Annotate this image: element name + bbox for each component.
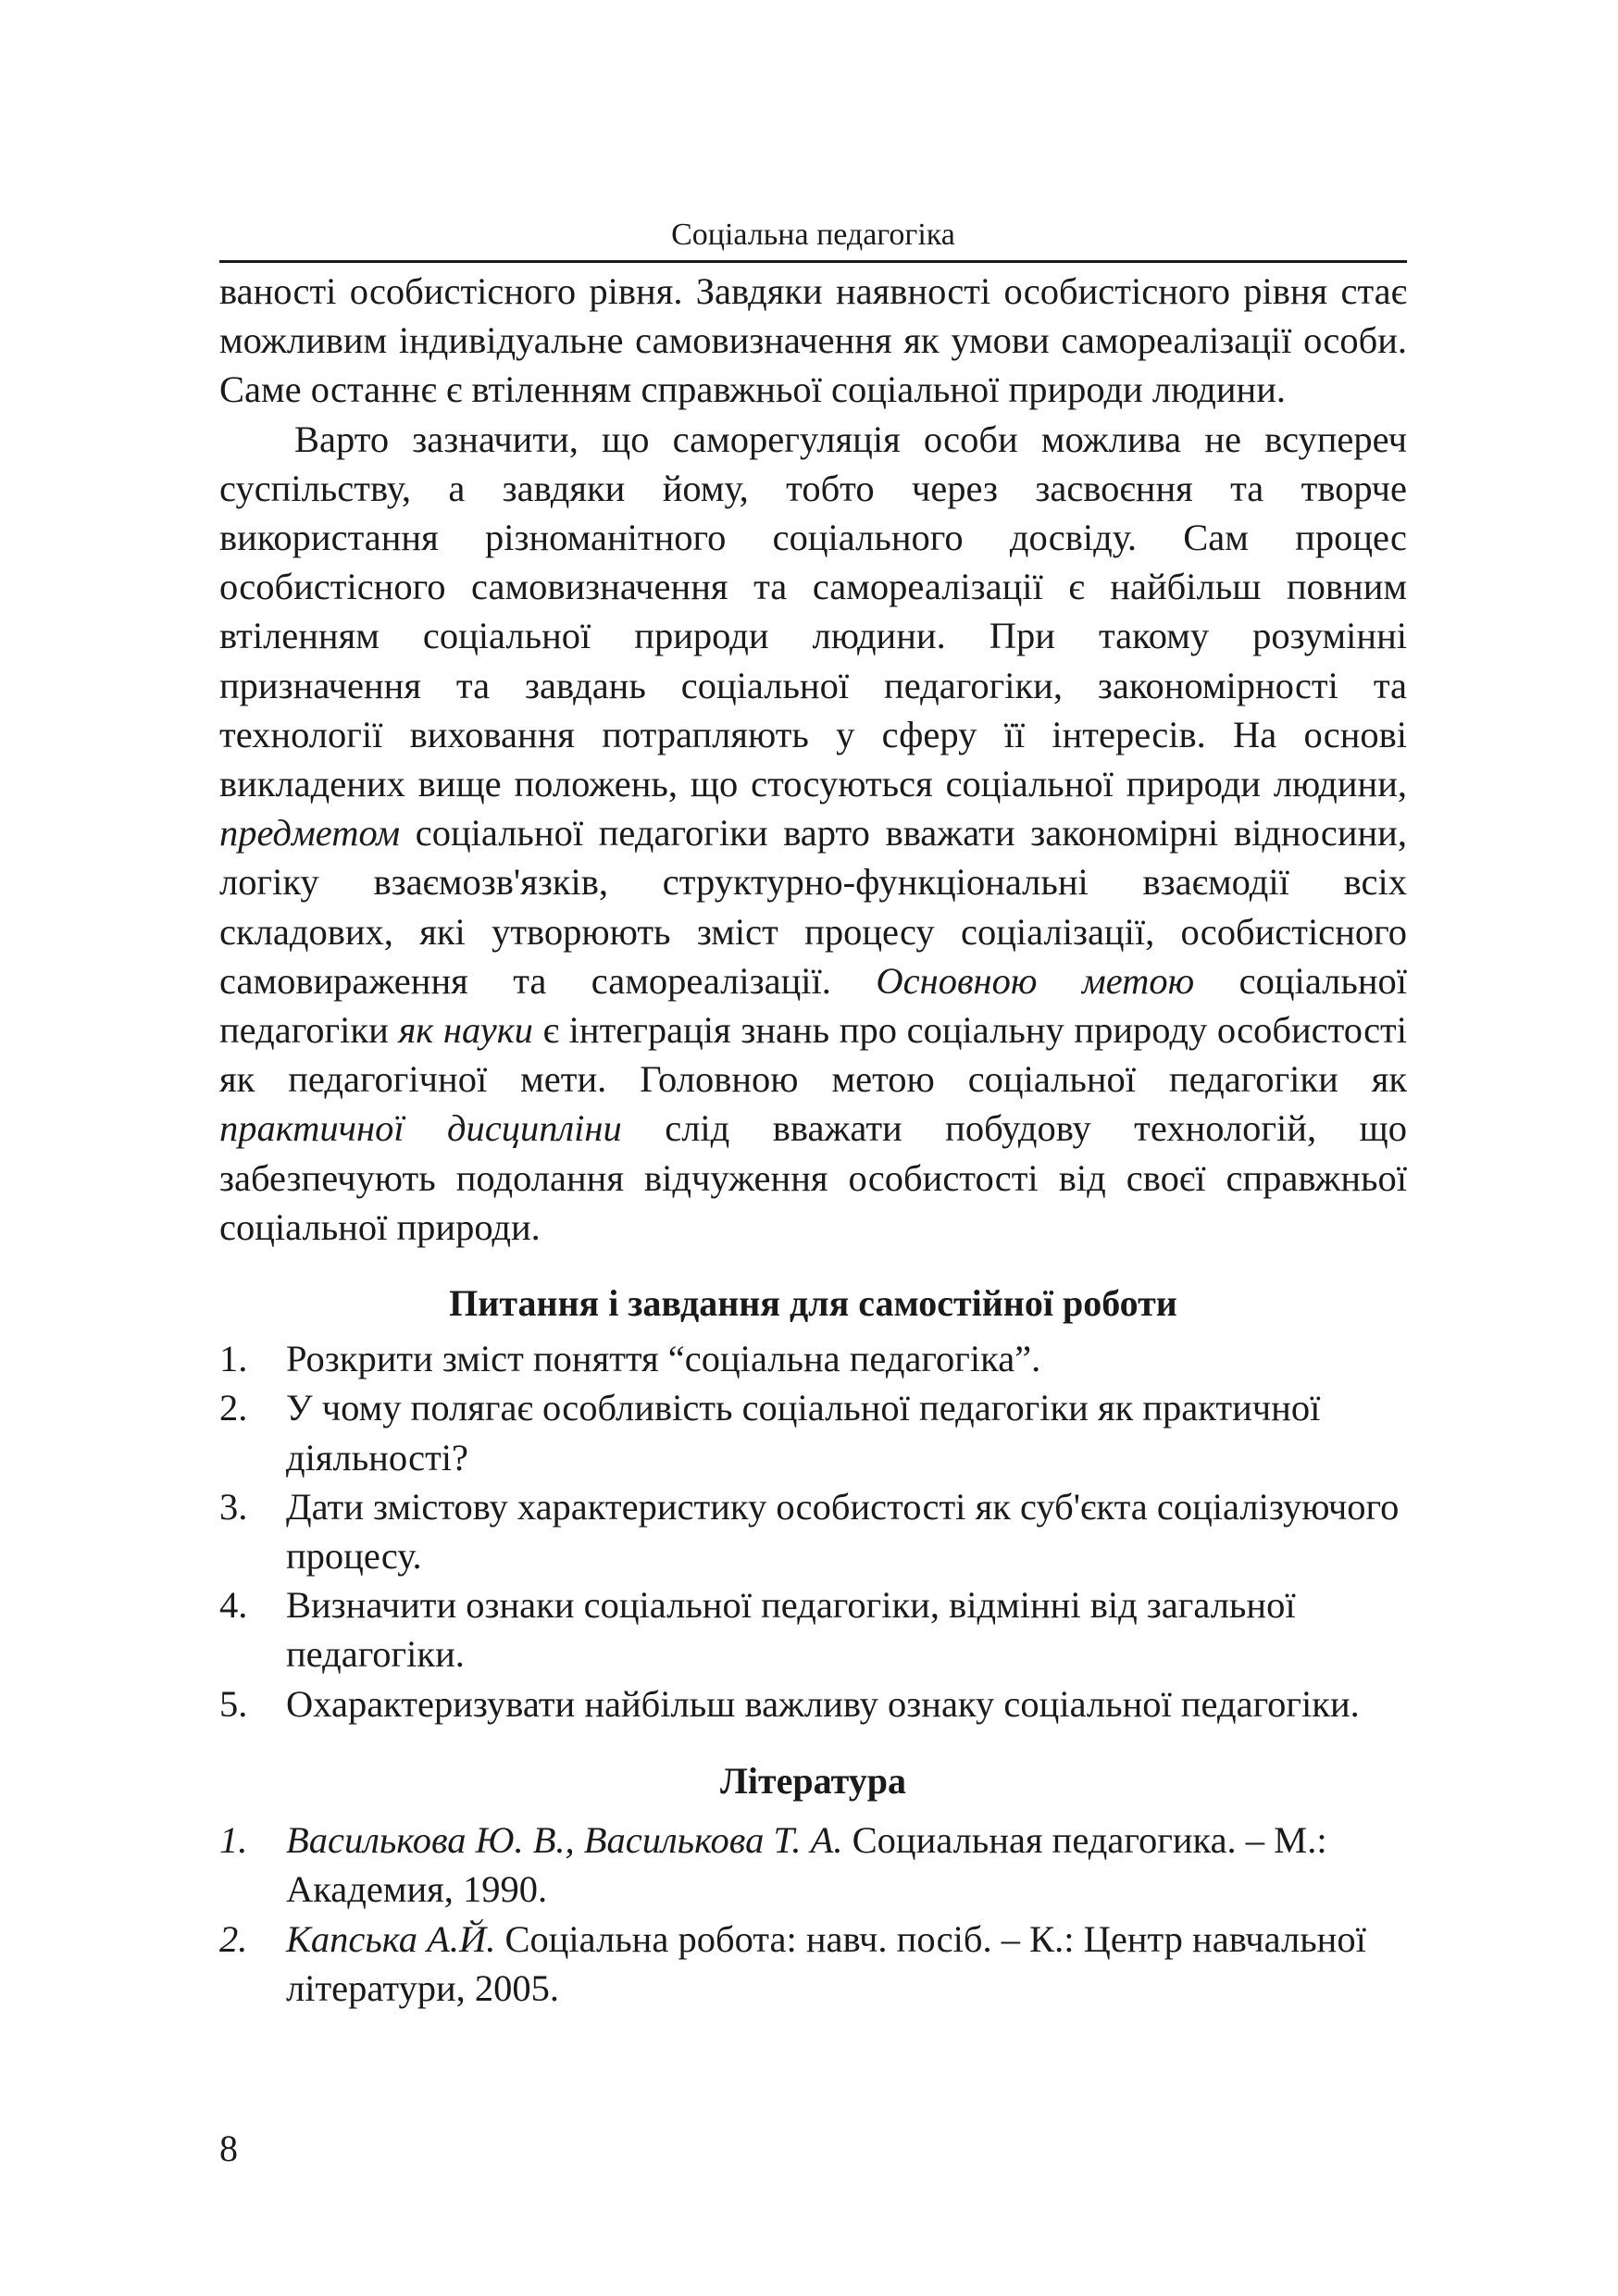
header-rule <box>219 260 1407 263</box>
item-number: 4. <box>219 1584 248 1627</box>
item-number: 1. <box>219 1338 248 1380</box>
paragraph-text: соціальної педагогіки <box>219 959 1408 1052</box>
question-item <box>219 1679 1407 1728</box>
item-number: 3. <box>219 1485 248 1528</box>
body-text <box>219 267 1407 2013</box>
item-number: 2. <box>219 1387 248 1429</box>
paragraph-continuation: ваності особистісного рівня. Завдяки наявності особистісного рівня стає можливим індивідуальне самовизначення як умови самореалізації особи. Саме останнє є втіленням справжньої соціальної природи людини. <box>219 270 1407 411</box>
reference-item <box>219 1816 1407 1914</box>
reference-text: Соціальна робота: навч. посіб. – К.: Центр навчальної літератури, 2005. <box>286 1917 1366 2009</box>
paragraph-text: Варто зазначити, що саморегуляція особи можлива не всупереч суспільству, а завдяки йому, тобто через засвоєння та творче використання різноманітного соціального досвіду. Сам процес особистісного самовизначення та самореалізації є найбільш повним втіленням соціальної природи людини. При такому розумінні призначення та завдань соціальної педагогіки, закономірності та технології виховання потрапляють у сферу її інтересів. На основі викладених вище положень, що стосуються соціальної природи людини, <box>219 418 1407 805</box>
reference-text: Социальная педагогика. – М.: Академия, 1990. <box>286 1819 1327 1911</box>
item-number: 5. <box>219 1682 248 1725</box>
questions-heading: Питання і завдання для самостійної роботи <box>449 1282 1177 1325</box>
page-number: 8 <box>219 2128 238 2169</box>
item-number: 1. <box>219 1819 248 1862</box>
item-number: 2. <box>219 1917 248 1960</box>
paragraph-text: слід вважати побудову технологій, що забезпечують подолання відчуження особистості від своєї справжньої соціальної природи. <box>219 1107 1407 1248</box>
reference-author: Капська А.Й. <box>286 1917 496 1960</box>
literature-list <box>219 1816 1407 2013</box>
italic-term: предметом <box>219 812 401 855</box>
literature-heading: Література <box>720 1759 906 1802</box>
question-item <box>219 1482 1407 1580</box>
paragraph-text: є інтеграція знань про соціальну природу особистості як педагогічної мети. Головною метою соціальної педагогіки як <box>219 1009 1407 1101</box>
running-head: Соціальна педагогіка <box>671 218 955 252</box>
question-text: Визначити ознаки соціальної педагогіки, відмінні від загальної педагогіки. <box>286 1584 1296 1676</box>
question-item <box>219 1580 1407 1678</box>
question-item <box>219 1383 1407 1481</box>
italic-term: практичної дисципліни <box>219 1107 622 1150</box>
paragraph-subject-and-goal <box>219 415 1407 1252</box>
paragraph-text: соціальної педагогіки варто вважати закономірні відносини, логіку взаємозв'язків, структурно-функціональні взаємодії всіх складових, які утворюють зміст процесу соціалізації, особистісного самовираження та самореалізації. <box>219 812 1407 1002</box>
reference-author: Василькова Ю. В., Василькова Т. А. <box>286 1819 843 1862</box>
reference-item <box>219 1915 1407 2013</box>
questions-list <box>219 1334 1407 1728</box>
italic-term: Основною метою <box>876 959 1195 1002</box>
question-text: Охарактеризувати найбільш важливу ознаку соціальної педагогіки. <box>286 1682 1360 1725</box>
question-text: У чому полягає особливість соціальної педагогіки як практичної діяльності? <box>286 1387 1321 1479</box>
question-text: Розкрити зміст поняття “соціальна педагогіка”. <box>286 1338 1041 1380</box>
question-text: Дати змістову характеристику особистості як суб'єкта соціалізуючого процесу. <box>286 1485 1400 1578</box>
italic-term: як науки <box>398 1009 533 1052</box>
question-item <box>219 1334 1407 1383</box>
